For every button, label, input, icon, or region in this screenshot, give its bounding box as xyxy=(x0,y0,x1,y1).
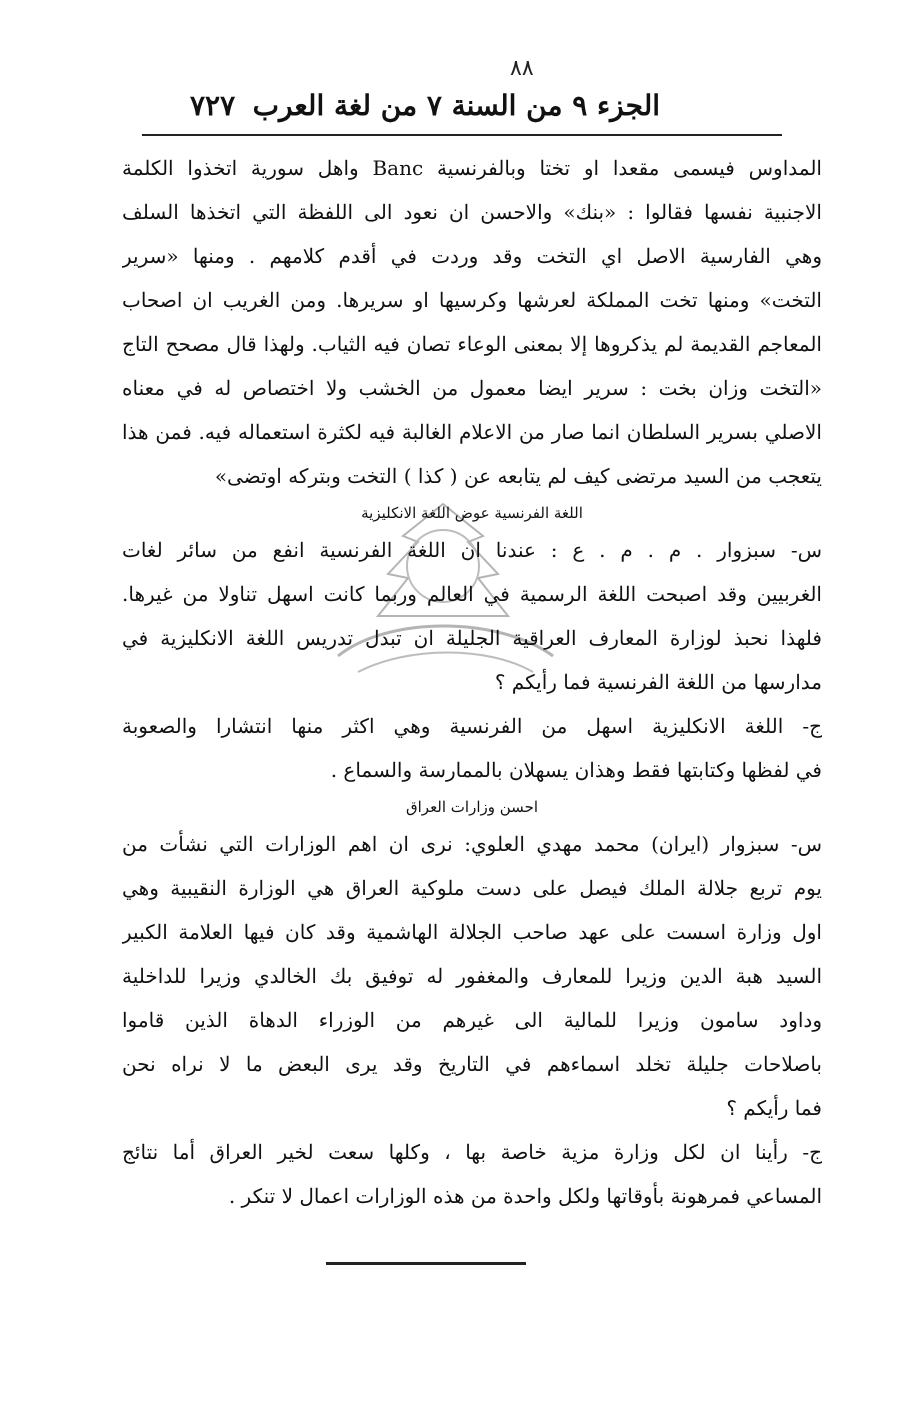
text-line: «التخت وزان بخت : سرير ايضا معمول من الخشب ولا اختصاص له في معناه xyxy=(122,376,822,400)
section-heading: اللغة الفرنسية عوض اللغة الانكليزية xyxy=(361,504,583,522)
running-title: الجزء ٩ من السنة ٧ من لغة العرب xyxy=(252,89,660,122)
text-line: فلهذا نحبذ لوزارة المعارف العراقية الجليلة ان تبدل تدريس اللغة الانكليزية في xyxy=(122,626,822,650)
end-of-section-rule xyxy=(326,1262,526,1265)
text-line: المساعي فمرهونة بأوقاتها ولكل واحدة من هذه الوزارات اعمال لا تنكر . xyxy=(228,1184,822,1208)
text-line: ج- رأينا ان لكل وزارة مزية خاصة بها ، وكلها سعت لخير العراق أما نتائج xyxy=(122,1140,822,1164)
text-line: وهي الفارسية الاصل اي التخت وقد وردت في أقدم كلامهم . ومنها «سرير xyxy=(122,244,822,268)
paragraph xyxy=(122,146,822,498)
paragraph xyxy=(122,498,822,704)
text-line: اول وزارة اسست على عهد صاحب الجلالة الهاشمية وقد كان فيها العلامة الكبير xyxy=(122,920,822,944)
header-rule xyxy=(142,134,782,136)
text-line: فما رأيكم ؟ xyxy=(726,1096,822,1120)
handwritten-marginal-note: ٨٨ xyxy=(510,56,534,81)
text-line: يتعجب من السيد مرتضى كيف لم يتابعه عن ( كذا ) التخت وبتركه اوتضى» xyxy=(214,464,822,488)
page-number: ٧٢٧ xyxy=(190,89,236,122)
section-heading: احسن وزارات العراق xyxy=(405,798,539,816)
paragraph xyxy=(122,792,822,1130)
text-line: السيد هبة الدين وزيرا للمعارف والمغفور له توفيق بك الخالدي وزيرا للداخلية xyxy=(122,964,822,988)
paragraph xyxy=(122,704,822,792)
page-header xyxy=(150,84,660,132)
text-line: الاجنبية نفسها فقالوا : «بنك» والاحسن ان نعود الى اللفظة التي اتخذها السلف xyxy=(122,200,822,224)
text-line: س- سبزوار . م . م . ع : عندنا ان اللغة الفرنسية انفع من سائر لغات xyxy=(122,538,822,562)
text-line: وداود سامون وزيرا للمالية الى غيرهم من الوزراء الدهاة الذين قاموا xyxy=(122,1008,822,1032)
text-line: ج- اللغة الانكليزية اسهل من الفرنسية وهي اكثر منها انتشارا والصعوبة xyxy=(122,714,822,738)
text-line: الغربيين وقد اصبحت اللغة الرسمية في العالم وربما كانت اسهل تناولا من غيرها. xyxy=(122,582,822,606)
text-line: التخت» ومنها تخت المملكة لعرشها وكرسيها او سريرها. ومن الغريب ان اصحاب xyxy=(122,288,822,312)
text-line: المعاجم القديمة لم يذكروها إلا بمعنى الوعاء تصان فيه الثياب. ولهذا قال مصحح التاج xyxy=(122,332,822,356)
text-line: مدارسها من اللغة الفرنسية فما رأيكم ؟ xyxy=(494,670,822,694)
paragraph xyxy=(122,1130,822,1218)
text-line: المداوس فيسمى مقعدا او تختا وبالفرنسية Banc واهل سورية اتخذوا الكلمة xyxy=(122,156,822,180)
article-body xyxy=(122,146,822,1218)
text-line: يوم تربع جلالة الملك فيصل على دست ملوكية العراق هي الوزارة النقيبية وهي xyxy=(122,876,822,900)
text-line: في لفظها وكتابتها فقط وهذان يسهلان بالممارسة والسماع . xyxy=(330,758,822,782)
text-line: الاصلي بسرير السلطان انما صار من الاعلام الغالبة فيه لكثرة استعماله فيه. فمن هذا xyxy=(122,420,822,444)
text-line: باصلاحات جليلة تخلد اسماءهم في التاريخ وقد يرى البعض ما لا نراه نحن xyxy=(122,1052,822,1076)
text-line: س- سبزوار (ايران) محمد مهدي العلوي: نرى ان اهم الوزارات التي نشأت من xyxy=(122,832,822,856)
